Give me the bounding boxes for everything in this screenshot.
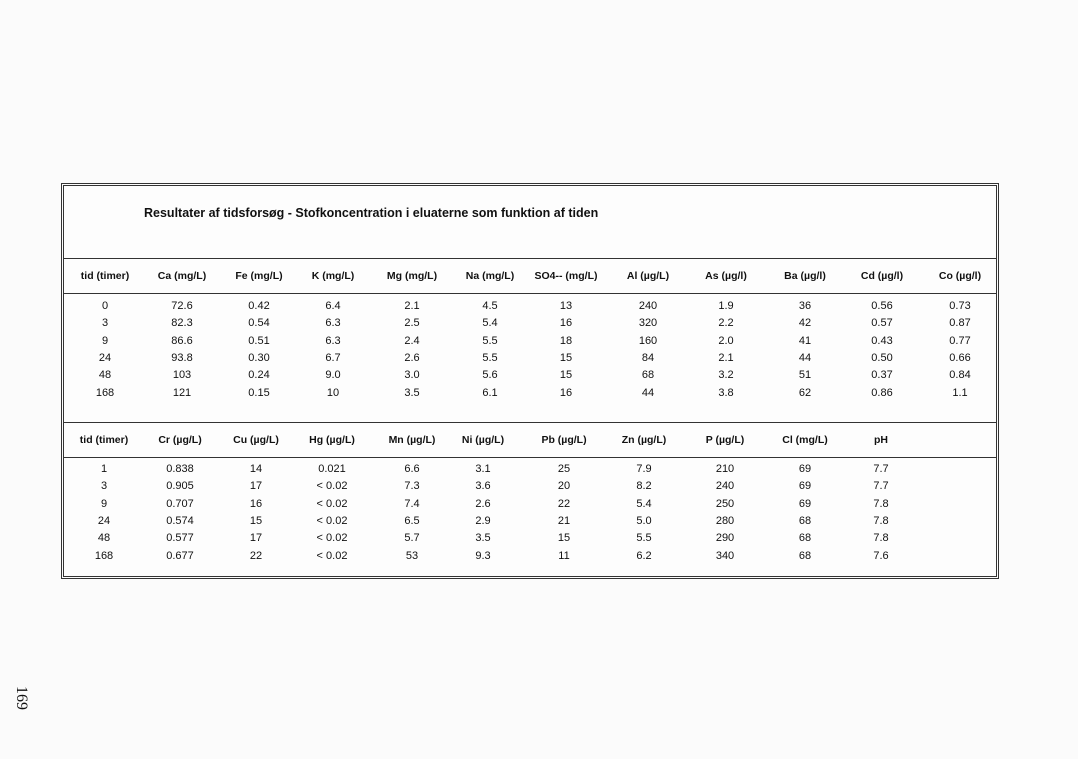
table1-cell: 68	[641, 369, 655, 382]
table2-cell: 6.6	[404, 463, 420, 475]
table1-cell: 103	[172, 369, 192, 382]
table2-cell: 9.3	[475, 549, 491, 562]
table1-cell: 2.4	[404, 334, 420, 347]
table2-cell: 0.577	[166, 532, 194, 545]
table2-cell: 0.838	[166, 463, 194, 475]
table2-cell: 5.0	[636, 514, 652, 527]
table2-header-cell: Mn (µg/L)	[388, 434, 436, 446]
table1-cell: 5.5	[482, 334, 498, 347]
table1-cell: 10	[326, 386, 340, 399]
table1-cell: 0.87	[949, 317, 971, 330]
table2-header-cell: Cl (mg/L)	[782, 434, 828, 446]
table2-cell: 5.5	[636, 532, 652, 545]
table2-header-row	[64, 422, 996, 458]
table1-cell: 9.0	[325, 369, 341, 382]
table2-cell: 7.9	[636, 463, 652, 475]
table2-cell: 69	[798, 463, 812, 475]
table1-cell: 0.15	[248, 386, 270, 399]
table2-cell: 340	[715, 549, 735, 562]
table2-cell: 15	[557, 532, 571, 545]
table1-header-cell: Co (µg/l)	[938, 270, 982, 282]
table2-cell: 17	[249, 532, 263, 545]
table2-cell: 1	[100, 463, 108, 475]
page-number: 169	[13, 686, 30, 710]
table1-header-cell: tid (timer)	[80, 270, 130, 282]
table2-cell: 7.8	[873, 532, 889, 545]
table2-cell: 22	[557, 497, 571, 510]
table1-cell: 0.43	[871, 334, 893, 347]
table2-cell: 168	[94, 549, 114, 562]
table1-cell: 15	[559, 351, 573, 364]
table1-cell: 0.56	[871, 300, 893, 312]
table2-cell: 7.8	[873, 514, 889, 527]
table1-cell: 48	[98, 369, 112, 382]
table1-cell: 2.1	[404, 300, 420, 312]
table2-cell: 7.6	[873, 549, 889, 562]
table1-cell: 18	[559, 334, 573, 347]
table1-cell: 6.4	[325, 300, 341, 312]
table1-cell: 15	[559, 369, 573, 382]
table2-cell: 7.4	[404, 497, 420, 510]
table2-cell: 0.021	[318, 463, 346, 475]
table1-header-cell: Fe (mg/L)	[235, 270, 283, 282]
table1-cell: 3.0	[404, 369, 420, 382]
table1-cell: 36	[798, 300, 812, 312]
table1-cell: 44	[798, 351, 812, 364]
table2-header-cell: Zn (µg/L)	[621, 434, 667, 446]
table1-cell: 0.42	[248, 300, 270, 312]
table2-cell: 69	[798, 497, 812, 510]
table1-cell: 93.8	[171, 351, 193, 364]
results-table-frame	[61, 183, 999, 579]
table1-cell: 0.37	[871, 369, 893, 382]
table2-cell: < 0.02	[316, 497, 348, 510]
table2-cell: 250	[715, 497, 735, 510]
table2-cell: 5.7	[404, 532, 420, 545]
table2-cell: 3	[100, 480, 108, 493]
table2-cell: 25	[557, 463, 571, 475]
table1-cell: 2.5	[404, 317, 420, 330]
table2-cell: 280	[715, 514, 735, 527]
table1-cell: 1.9	[718, 300, 734, 312]
table1-cell: 0.57	[871, 317, 893, 330]
table2-cell: 5.4	[636, 497, 652, 510]
table1-cell: 320	[638, 317, 658, 330]
table2-cell: 7.7	[873, 480, 889, 493]
table2-cell: 68	[798, 532, 812, 545]
table1-cell: 0.77	[949, 334, 971, 347]
table2-cell: 14	[249, 463, 263, 475]
table2-cell: 6.5	[404, 514, 420, 527]
table2-cell: < 0.02	[316, 480, 348, 493]
table1-cell: 42	[798, 317, 812, 330]
table2-cell: 17	[249, 480, 263, 493]
table2-cell: 15	[249, 514, 263, 527]
table1-cell: 16	[559, 317, 573, 330]
table1-header-cell: Cd (µg/l)	[860, 270, 904, 282]
table2-cell: 48	[97, 532, 111, 545]
table2-header-cell: tid (timer)	[79, 434, 129, 446]
table2-header-cell: Hg (µg/L)	[309, 434, 355, 446]
table2-cell: 16	[249, 497, 263, 510]
table1-cell: 0.54	[248, 317, 270, 330]
table1-header-cell: SO4-- (mg/L)	[534, 270, 598, 282]
table-title: Resultater af tidsforsøg - Stofkoncentration i eluaterne som funktion af tiden	[144, 206, 599, 220]
table1-cell: 3.8	[718, 386, 734, 399]
table2-cell: 24	[97, 514, 111, 527]
table1-cell: 5.6	[482, 369, 498, 382]
table1-cell: 13	[559, 300, 573, 312]
table1-cell: 41	[798, 334, 812, 347]
table1-cell: 0.66	[949, 351, 971, 364]
table1-cell: 6.3	[325, 334, 341, 347]
table2-cell: 53	[405, 549, 419, 562]
table2-cell: 2.6	[475, 497, 491, 510]
table2-cell: 69	[798, 480, 812, 493]
table2-cell: 3.6	[475, 480, 491, 493]
table1-cell: 2.6	[404, 351, 420, 364]
table1-cell: 72.6	[171, 300, 193, 312]
table1-cell: 3.5	[404, 386, 420, 399]
table1-cell: 160	[638, 334, 658, 347]
table2-header-cell: Cu (µg/L)	[233, 434, 279, 446]
table2-cell: 68	[798, 549, 812, 562]
table2-header-cell: Pb (µg/L)	[541, 434, 587, 446]
table2-cell: < 0.02	[316, 514, 348, 527]
table1-cell: 6.7	[325, 351, 341, 364]
table1-header-cell: K (mg/L)	[311, 270, 355, 282]
table2-cell: 7.7	[873, 463, 889, 475]
table1-cell: 240	[638, 300, 658, 312]
table1-cell: 1.1	[952, 386, 968, 399]
table2-cell: 7.3	[404, 480, 420, 493]
table1-cell: 9	[101, 334, 109, 347]
table1-cell: 0.86	[871, 386, 893, 399]
table1-header-cell: Al (µg/L)	[626, 270, 670, 282]
table2-cell: < 0.02	[316, 549, 348, 562]
table2-cell: 3.1	[475, 463, 491, 475]
table1-cell: 3.2	[718, 369, 734, 382]
table2-header-cell: Cr (µg/L)	[158, 434, 202, 446]
table2-cell: 9	[100, 497, 108, 510]
table1-header-cell: As (µg/l)	[705, 270, 747, 282]
table2-cell: 22	[249, 549, 263, 562]
table1-cell: 0.24	[248, 369, 270, 382]
table2-cell: 6.2	[636, 549, 652, 562]
table1-header-cell: Na (mg/L)	[465, 270, 515, 282]
table2-header-cell: P (µg/L)	[705, 434, 745, 446]
table2-cell: 2.9	[475, 514, 491, 527]
table1-cell: 51	[798, 369, 812, 382]
table1-cell: 16	[559, 386, 573, 399]
table1-cell: 5.4	[482, 317, 498, 330]
table2-cell: 8.2	[636, 480, 652, 493]
table1-cell: 82.3	[171, 317, 193, 330]
table2-cell: 210	[715, 463, 735, 475]
table1-cell: 168	[95, 386, 115, 399]
title-row	[64, 186, 996, 259]
table2-cell: 3.5	[475, 532, 491, 545]
table1-cell: 2.2	[718, 317, 734, 330]
table2-cell: 0.574	[166, 514, 194, 527]
table1-cell: 0.51	[248, 334, 270, 347]
table2-cell: 68	[798, 514, 812, 527]
table1-cell: 2.1	[718, 351, 734, 364]
table2-cell: 0.905	[166, 480, 194, 493]
table1-cell: 4.5	[482, 300, 498, 312]
table1-cell: 5.5	[482, 351, 498, 364]
table1-cell: 121	[172, 386, 192, 399]
table1-header-cell: Ca (mg/L)	[157, 270, 207, 282]
table1-cell: 0.84	[949, 369, 971, 382]
table1-cell: 0	[101, 300, 109, 312]
table2-cell: 290	[715, 532, 735, 545]
table2-cell: 0.677	[166, 549, 194, 562]
table2-header-cell: Ni (µg/L)	[461, 434, 505, 446]
table1-cell: 2.0	[718, 334, 734, 347]
table1-cell: 3	[101, 317, 109, 330]
table1-cell: 24	[98, 351, 112, 364]
table1-header-cell: Ba (µg/l)	[784, 270, 826, 282]
table1-header-cell: Mg (mg/L)	[386, 270, 438, 282]
table2-cell: 20	[557, 480, 571, 493]
table1-cell: 0.73	[949, 300, 971, 312]
table2-header-cell: pH	[874, 434, 888, 446]
table2-cell: 240	[715, 480, 735, 493]
table2-cell: 11	[558, 549, 570, 562]
table1-cell: 44	[641, 386, 655, 399]
table2-cell: 0.707	[166, 497, 194, 510]
table1-cell: 84	[641, 351, 655, 364]
table1-cell: 6.3	[325, 317, 341, 330]
table2-cell: < 0.02	[316, 532, 348, 545]
table1-cell: 6.1	[482, 386, 498, 399]
table1-cell: 0.30	[248, 351, 270, 364]
table2-cell: 7.8	[873, 497, 889, 510]
table1-cell: 0.50	[871, 351, 893, 364]
table2-cell: 21	[557, 514, 571, 527]
table1-cell: 62	[798, 386, 812, 399]
table1-cell: 86.6	[171, 334, 193, 347]
